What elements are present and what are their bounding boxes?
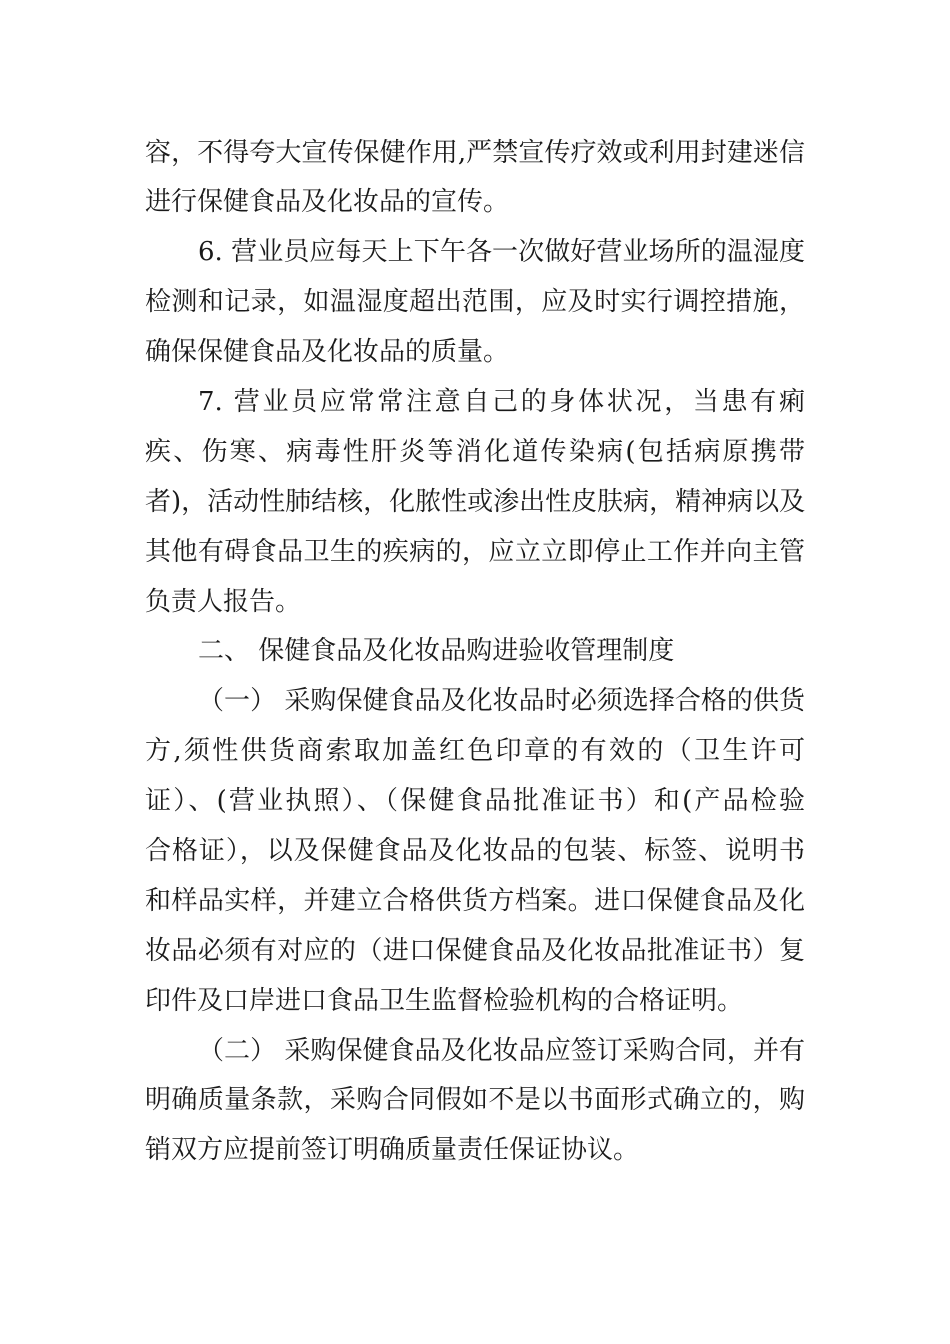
text-line: 检测和记录，如温湿度超出范围，应及时实行调控措施， (145, 287, 805, 317)
text-line: （二） 采购保健食品及化妆品应签订采购合同，并有 (198, 1036, 805, 1066)
text-line: 其他有碍食品卫生的疾病的，应立立即停止工作并向主管 (145, 537, 805, 567)
text-line: 进行保健食品及化妆品的宣传。 (145, 187, 510, 217)
text-line: 疾、伤寒、病毒性肝炎等消化道传染病(包括病原携带 (145, 437, 805, 467)
text-line: 方,须性供货商索取加盖红色印章的有效的（卫生许可 (145, 736, 805, 766)
text-line: 者)，活动性肺结核，化脓性或渗出性皮肤病，精神病以及 (145, 487, 806, 517)
text-line: 容，不得夸大宣传保健作用,严禁宣传疗效或利用封建迷信 (145, 138, 805, 168)
text-line: 合格证），以及保健食品及化妆品的包装、标签、说明书 (145, 836, 805, 866)
text-line: （一） 采购保健食品及化妆品时必须选择合格的供货 (198, 686, 805, 716)
text-line: 证）、(营业执照）、（保健食品批准证书）和(产品检验 (145, 786, 805, 816)
text-line: 妆品必须有对应的（进口保健食品及化妆品批准证书）复 (145, 936, 805, 966)
text-line: 和样品实样，并建立合格供货方档案。进口保健食品及化 (145, 886, 805, 916)
text-line: 销双方应提前签订明确质量责任保证协议。 (145, 1135, 640, 1165)
text-line: 印件及口岸进口食品卫生监督检验机构的合格证明。 (145, 986, 744, 1016)
text-line: 6. 营业员应每天上下午各一次做好营业场所的温湿度 (198, 237, 805, 267)
text-line: 明确质量条款，采购合同假如不是以书面形式确立的，购 (145, 1085, 805, 1115)
text-line: 负责人报告。 (145, 587, 302, 617)
text-line: 7. 营业员应常常注意自己的身体状况，当患有痢 (198, 387, 805, 417)
text-line: 确保保健食品及化妆品的质量。 (145, 337, 510, 367)
section-heading: 二、 保健食品及化妆品购进验收管理制度 (198, 636, 675, 666)
